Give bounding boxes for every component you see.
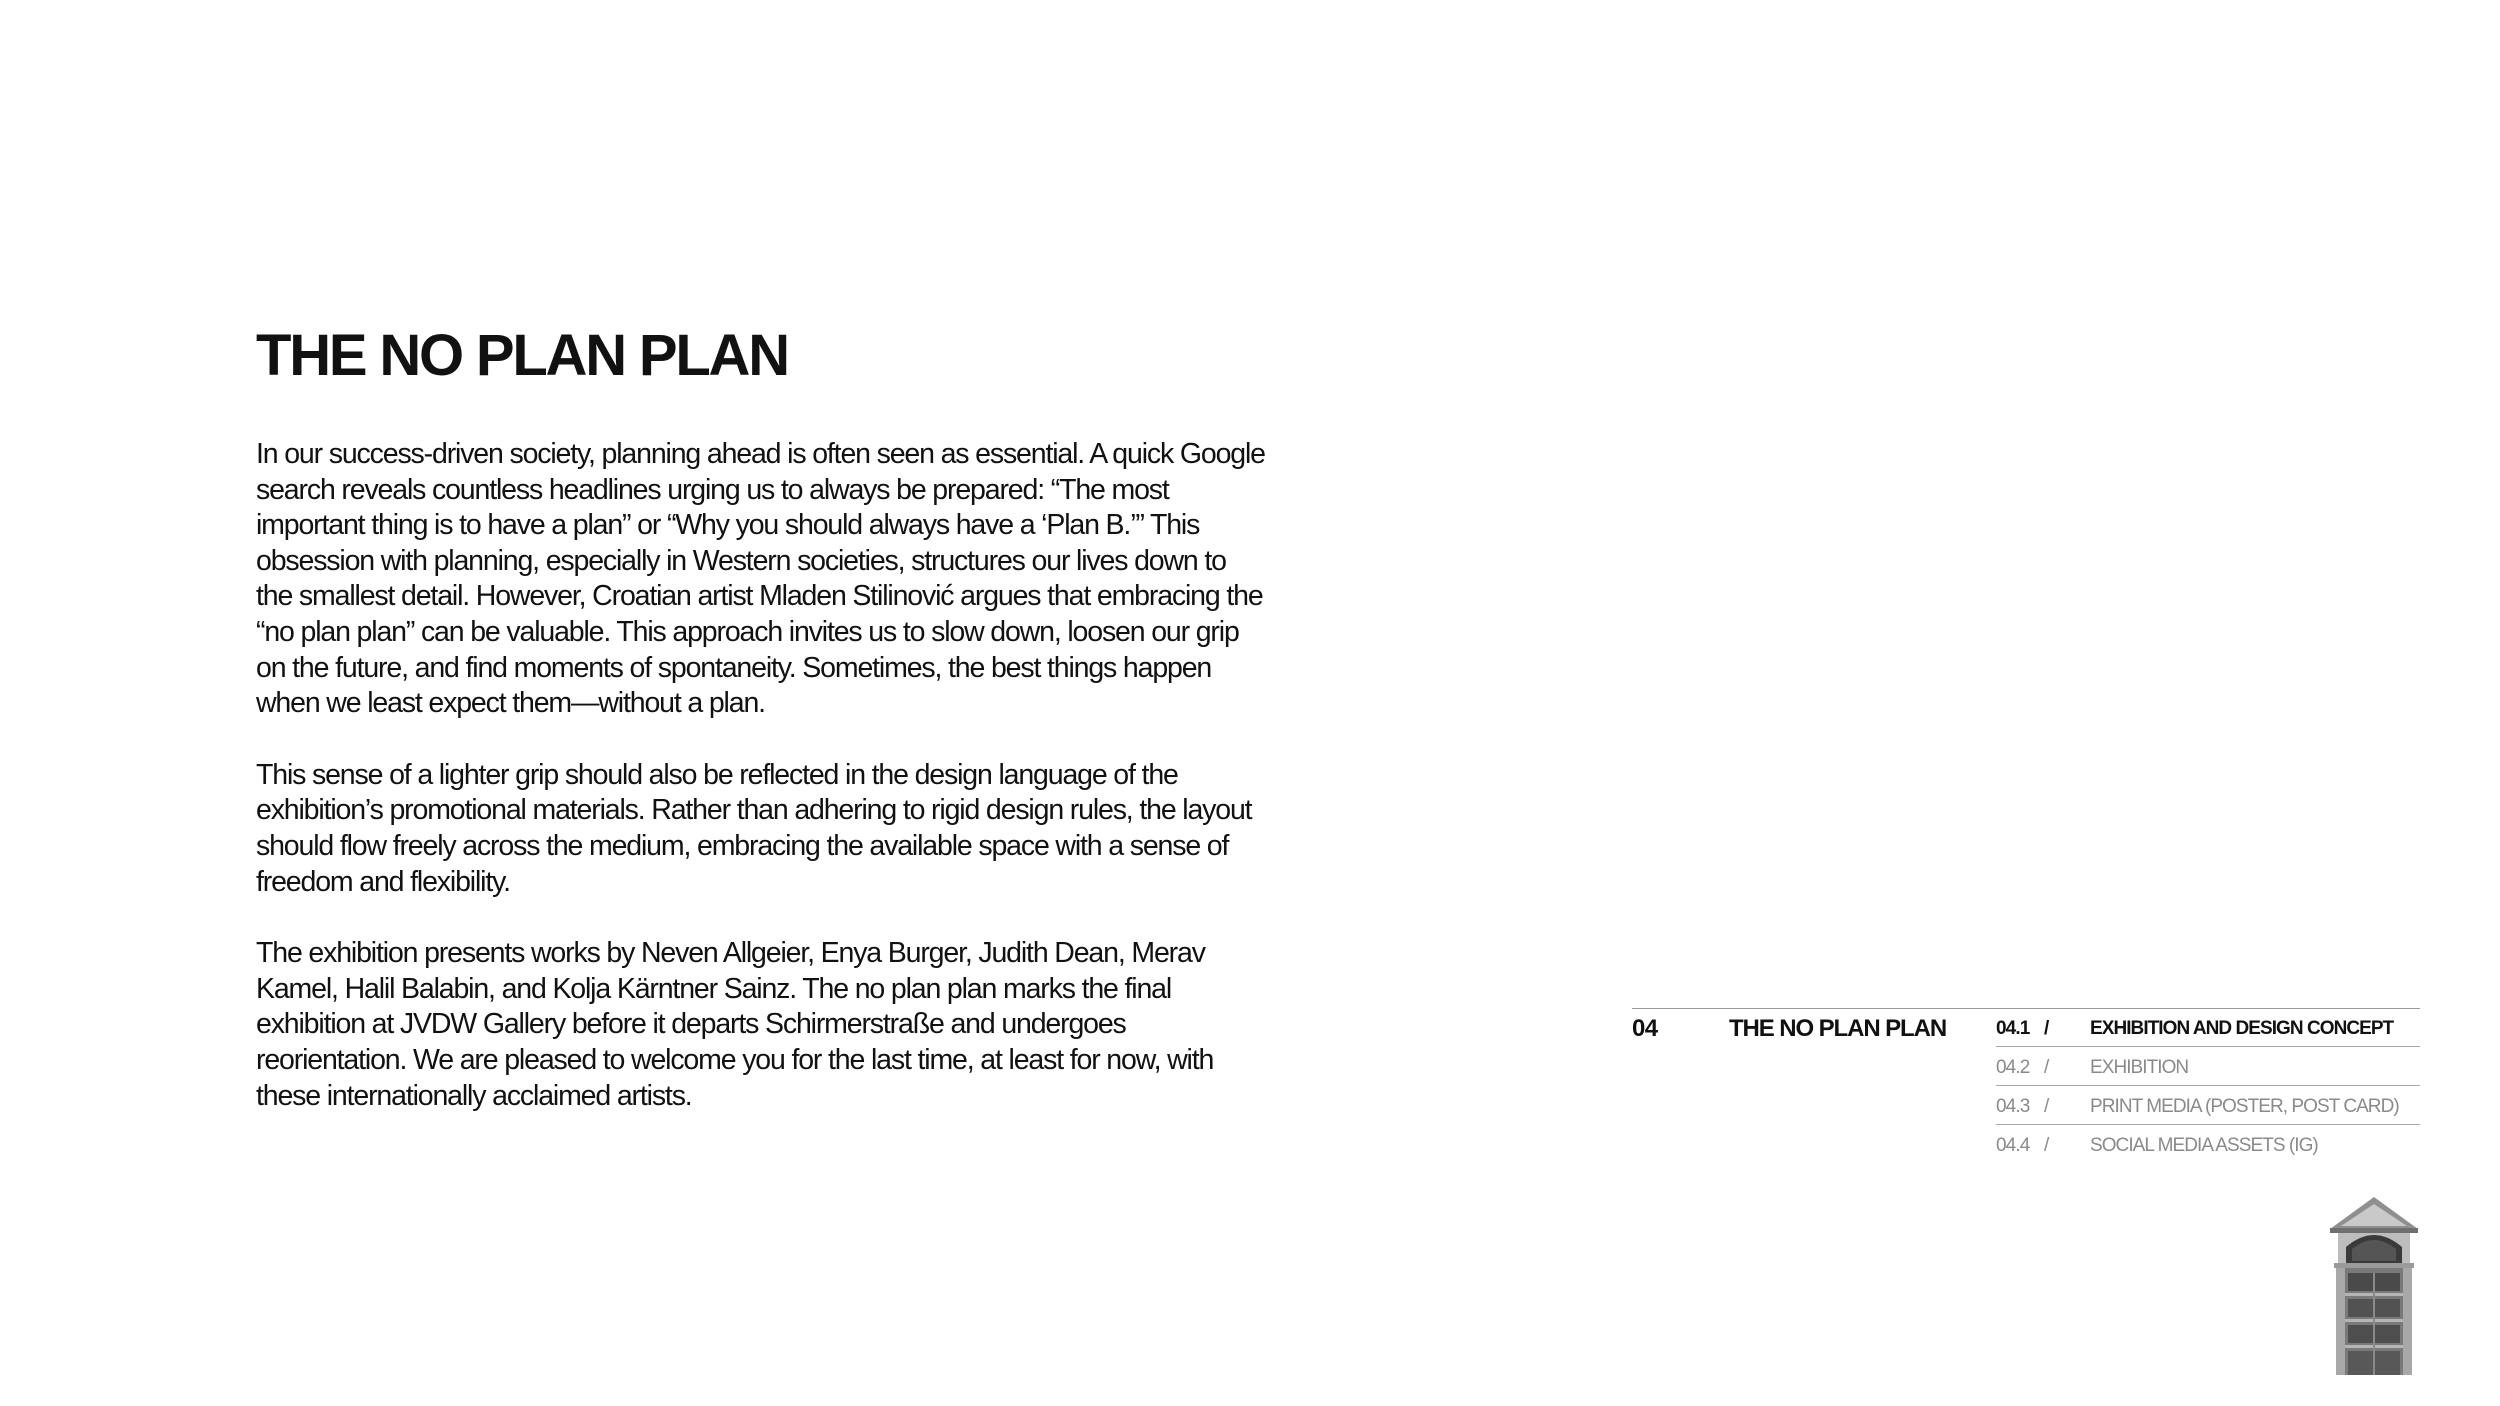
body-text bbox=[256, 437, 1266, 1150]
building-tower-icon bbox=[2326, 1195, 2422, 1375]
toc-item-separator: / bbox=[2044, 1018, 2050, 1039]
toc-item-number: 04.4 bbox=[1996, 1135, 2030, 1156]
toc-item-social-media-assets[interactable] bbox=[1996, 1125, 2420, 1163]
toc-chapter-title: THE NO PLAN PLAN bbox=[1729, 1015, 1947, 1042]
toc-item-label: PRINT MEDIA (POSTER, POST CARD) bbox=[2090, 1096, 2399, 1117]
toc-item-label: SOCIAL MEDIA ASSETS (IG) bbox=[2090, 1135, 2318, 1156]
toc-item-separator: / bbox=[2044, 1096, 2050, 1117]
toc-item-print-media[interactable] bbox=[1996, 1086, 2420, 1125]
paragraph-intro: In our success-driven society, planning ahead is often seen as essential. A quick Google search reveals countless headlines urging us to always be prepared: “The most important thing is to have a plan” or “Why you should always have a ‘Plan B.’” This obsession with planning, especially in Western societies, structures our lives down to the smallest detail. However, Croatian artist Mladen Stilinović argues that embracing the “no plan plan” can be valuable. This approach invites us to slow down, loosen our grip on the future, and find moments of spontaneity. Sometimes, the best things happen when we least expect them—without a plan. bbox=[256, 438, 1265, 720]
page-title: THE NO PLAN PLAN bbox=[256, 323, 788, 388]
toc-chapter-number: 04 bbox=[1632, 1015, 1658, 1042]
toc-item-label: EXHIBITION AND DESIGN CONCEPT bbox=[2090, 1018, 2394, 1039]
paragraph-design-language: This sense of a lighter grip should also be reflected in the design language of the exhibition’s promotional materials. Rather than adhering to rigid design rules, the layout should flow freely across the medium, embracing the available space with a sense of freedom and flexibility. bbox=[256, 758, 1252, 898]
toc-item-label: EXHIBITION bbox=[2090, 1057, 2189, 1078]
toc-item-exhibition-and-design-concept[interactable] bbox=[1996, 1008, 2420, 1047]
toc-list bbox=[1996, 1008, 2420, 1163]
toc-item-separator: / bbox=[2044, 1135, 2050, 1156]
toc-item-number: 04.3 bbox=[1996, 1096, 2030, 1117]
table-of-contents bbox=[1632, 1008, 2420, 1168]
toc-item-number: 04.2 bbox=[1996, 1057, 2030, 1078]
toc-item-exhibition[interactable] bbox=[1996, 1047, 2420, 1086]
paragraph-artists: The exhibition presents works by Neven Allgeier, Enya Burger, Judith Dean, Merav Kamel, Halil Balabin, and Kolja Kärntner Sainz. The no plan plan marks the final exhibition at JVDW Gallery before it departs Schirmerstraße and undergoes reorientation. We are pleased to welcome you for the last time, at least for now, with these internationally acclaimed artists. bbox=[256, 937, 1214, 1112]
toc-item-number: 04.1 bbox=[1996, 1018, 2030, 1039]
toc-item-separator: / bbox=[2044, 1057, 2050, 1078]
